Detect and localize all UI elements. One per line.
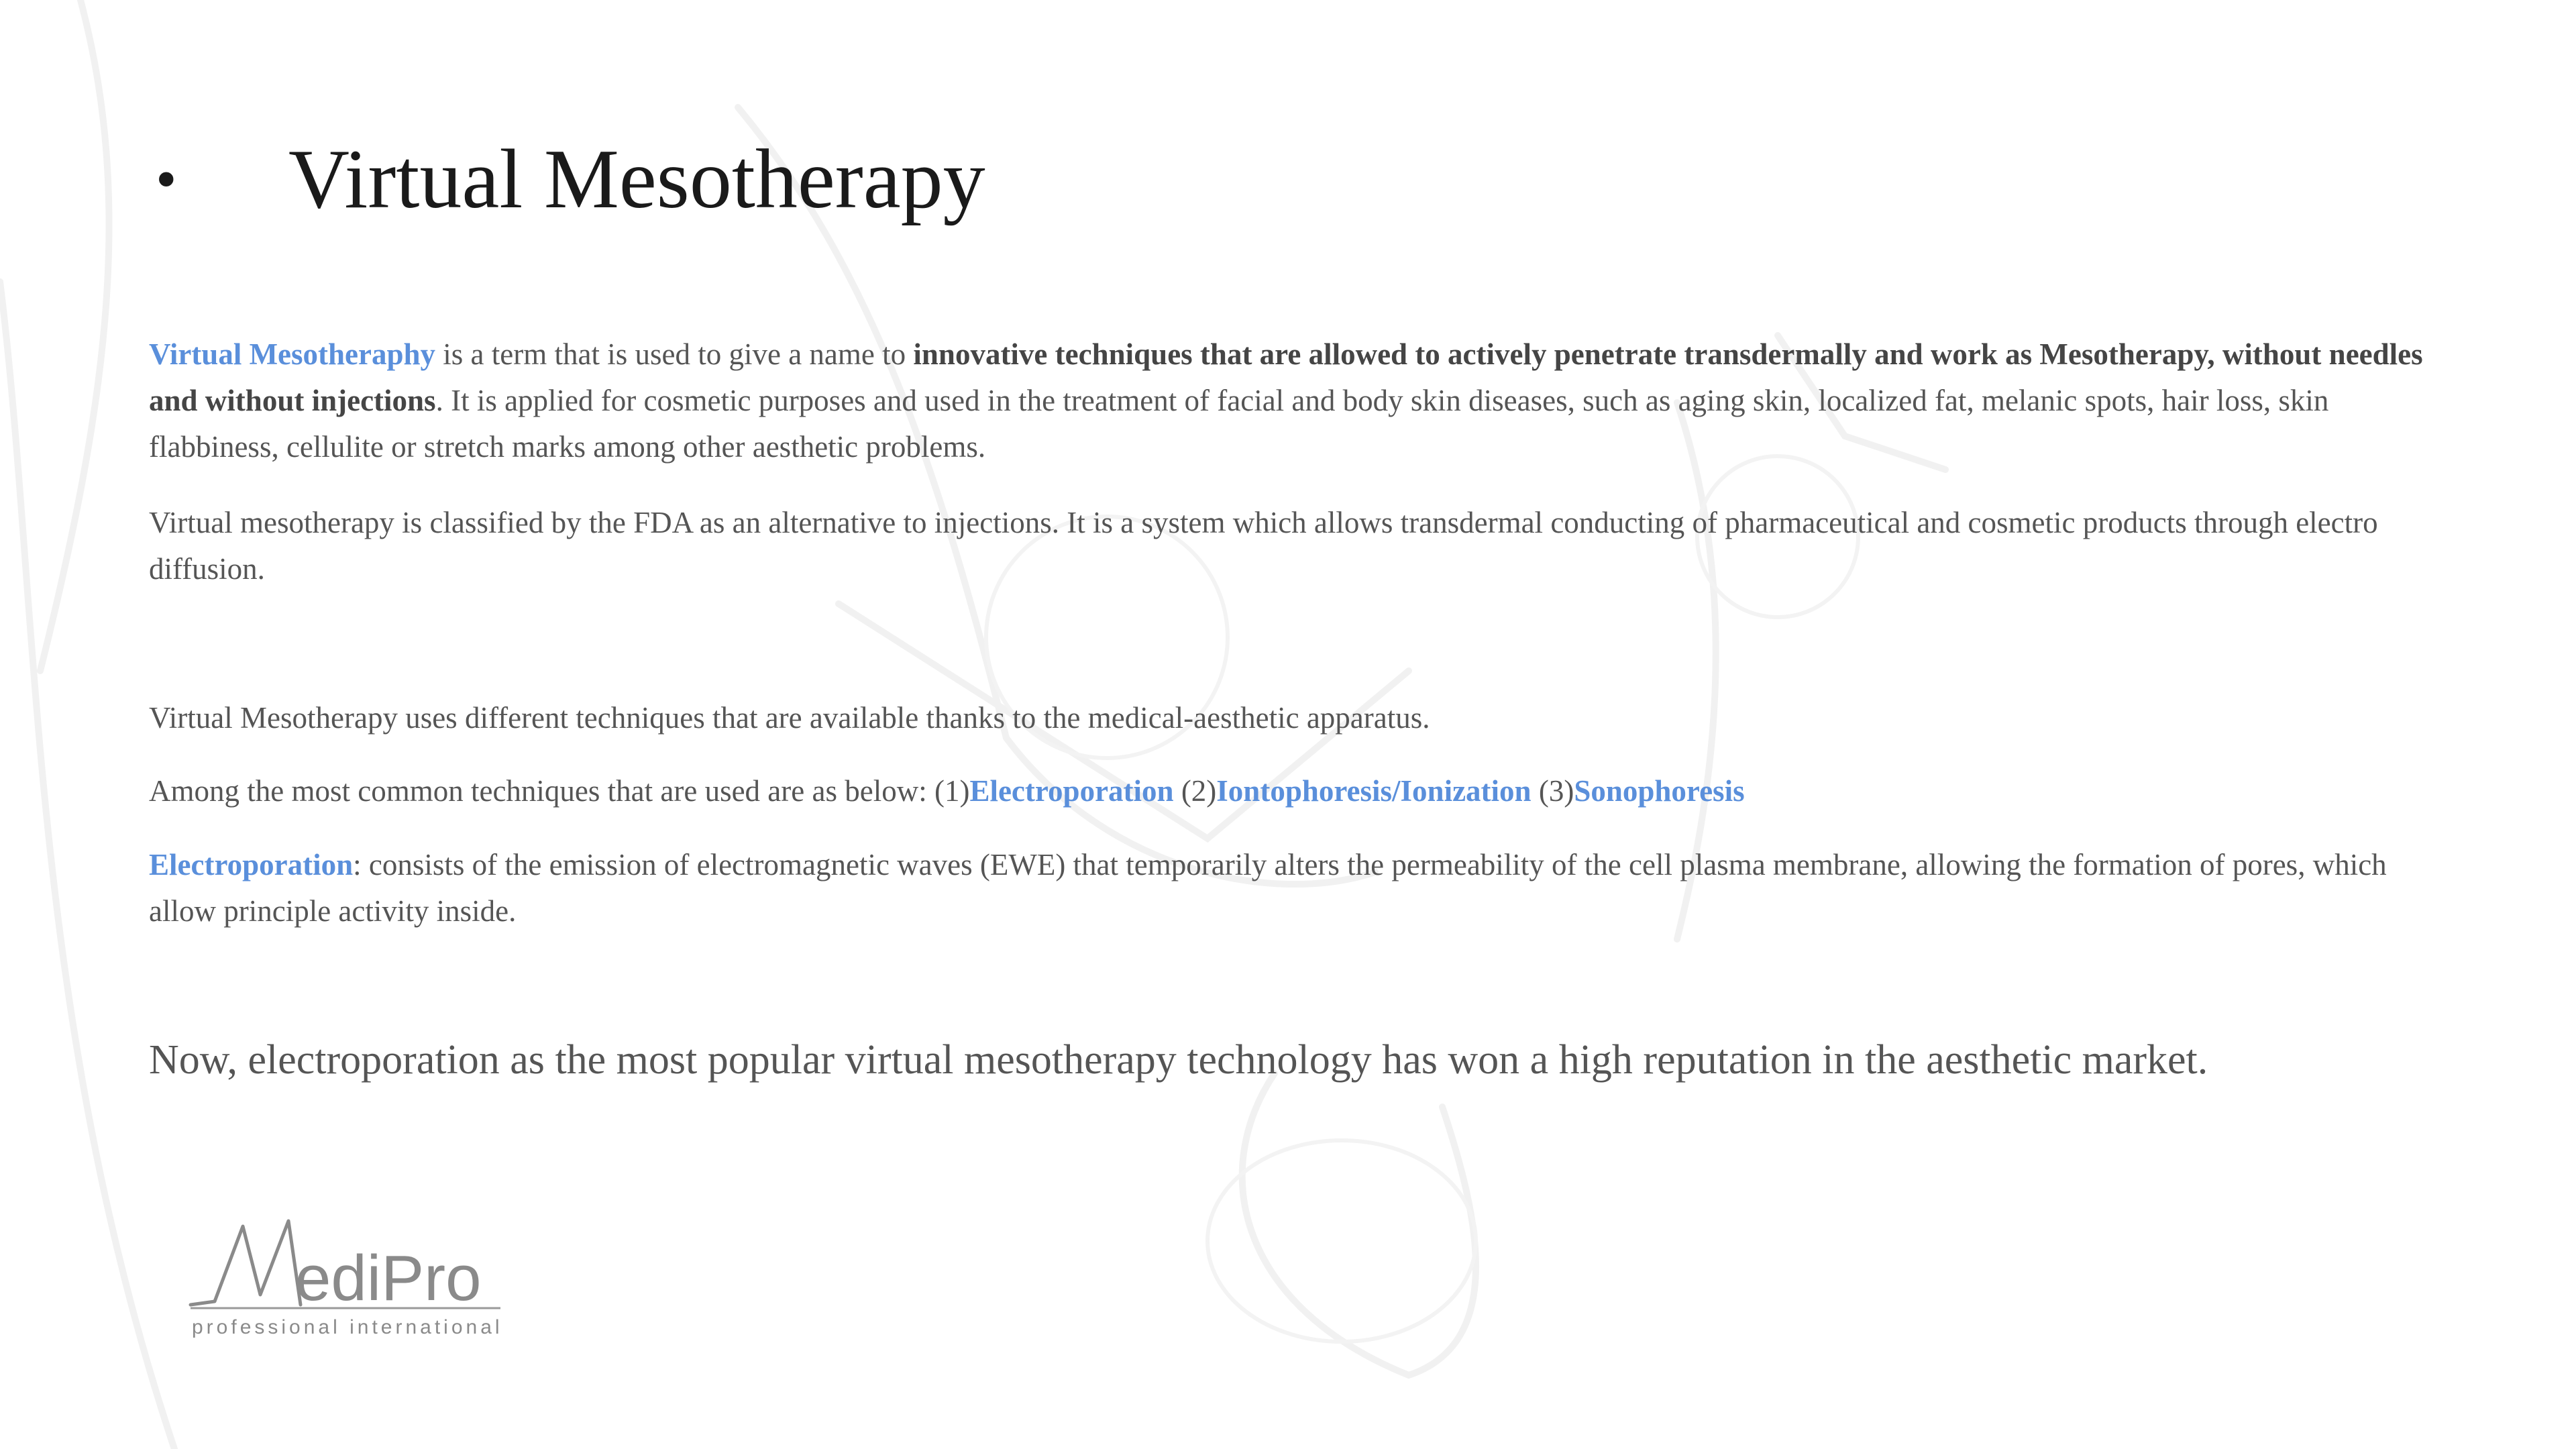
technique-number-3: (3): [1531, 774, 1574, 808]
definition-bold-text: innovative techniques that are allowed to actively penetrate transdermally and work as Mesotherapy, without needles and without injections: [149, 337, 2423, 417]
logo-tagline: professional international: [192, 1316, 503, 1338]
technique-electroporation: Electroporation: [969, 774, 1174, 808]
title-bullet: •: [156, 146, 177, 213]
technique-number-2: (2): [1173, 774, 1217, 808]
paragraph-fda: Virtual mesotherapy is classified by the FDA as an alternative to injections. It is a system which allows transdermal conducting of pharmaceutical and cosmetic products through electro diffusion.: [149, 506, 2378, 586]
paragraph-techniques-intro: Virtual Mesotherapy uses different techniques that are available thanks to the medical-aesthetic apparatus.: [149, 701, 1430, 735]
technique-number-1: (1): [934, 774, 970, 808]
medipro-logo: [188, 1214, 510, 1348]
techniques-intro-text: Among the most common techniques that are used are as below:: [149, 774, 934, 808]
technique-iontophoresis: Iontophoresis/Ionization: [1216, 774, 1532, 808]
paragraph-electroporation: [149, 842, 2430, 934]
paragraph-definition: [149, 331, 2430, 470]
page-title: Virtual Mesotherapy: [288, 133, 985, 226]
paragraph-techniques-list: [149, 768, 2430, 814]
svg-text:ediPro: ediPro: [295, 1242, 482, 1314]
paragraph-conclusion: Now, electroporation as the most popular virtual mesotherapy technology has won a high reputation in the aesthetic market.: [149, 1037, 2208, 1083]
term-electroporation: Electroporation: [149, 848, 354, 881]
title-row: [156, 126, 985, 233]
medipro-wordmark: [188, 1214, 503, 1315]
definition-text-b: . It is applied for cosmetic purposes and used in the treatment of facial and body skin diseases, such as aging skin, localized fat, melanic spots, hair loss, skin flabbiness, cellulite or stretch marks among other aesthetic problems.: [149, 384, 2329, 464]
term-virtual-mesotheraphy: Virtual Mesotheraphy: [149, 337, 436, 371]
definition-text-a: is a term that is used to give a name to: [435, 337, 914, 371]
technique-sonophoresis: Sonophoresis: [1574, 774, 1745, 808]
electroporation-text: : consists of the emission of electromagnetic waves (EWE) that temporarily alters the permeability of the cell plasma membrane, allowing the formation of pores, which allow principle activity inside.: [149, 848, 2387, 928]
